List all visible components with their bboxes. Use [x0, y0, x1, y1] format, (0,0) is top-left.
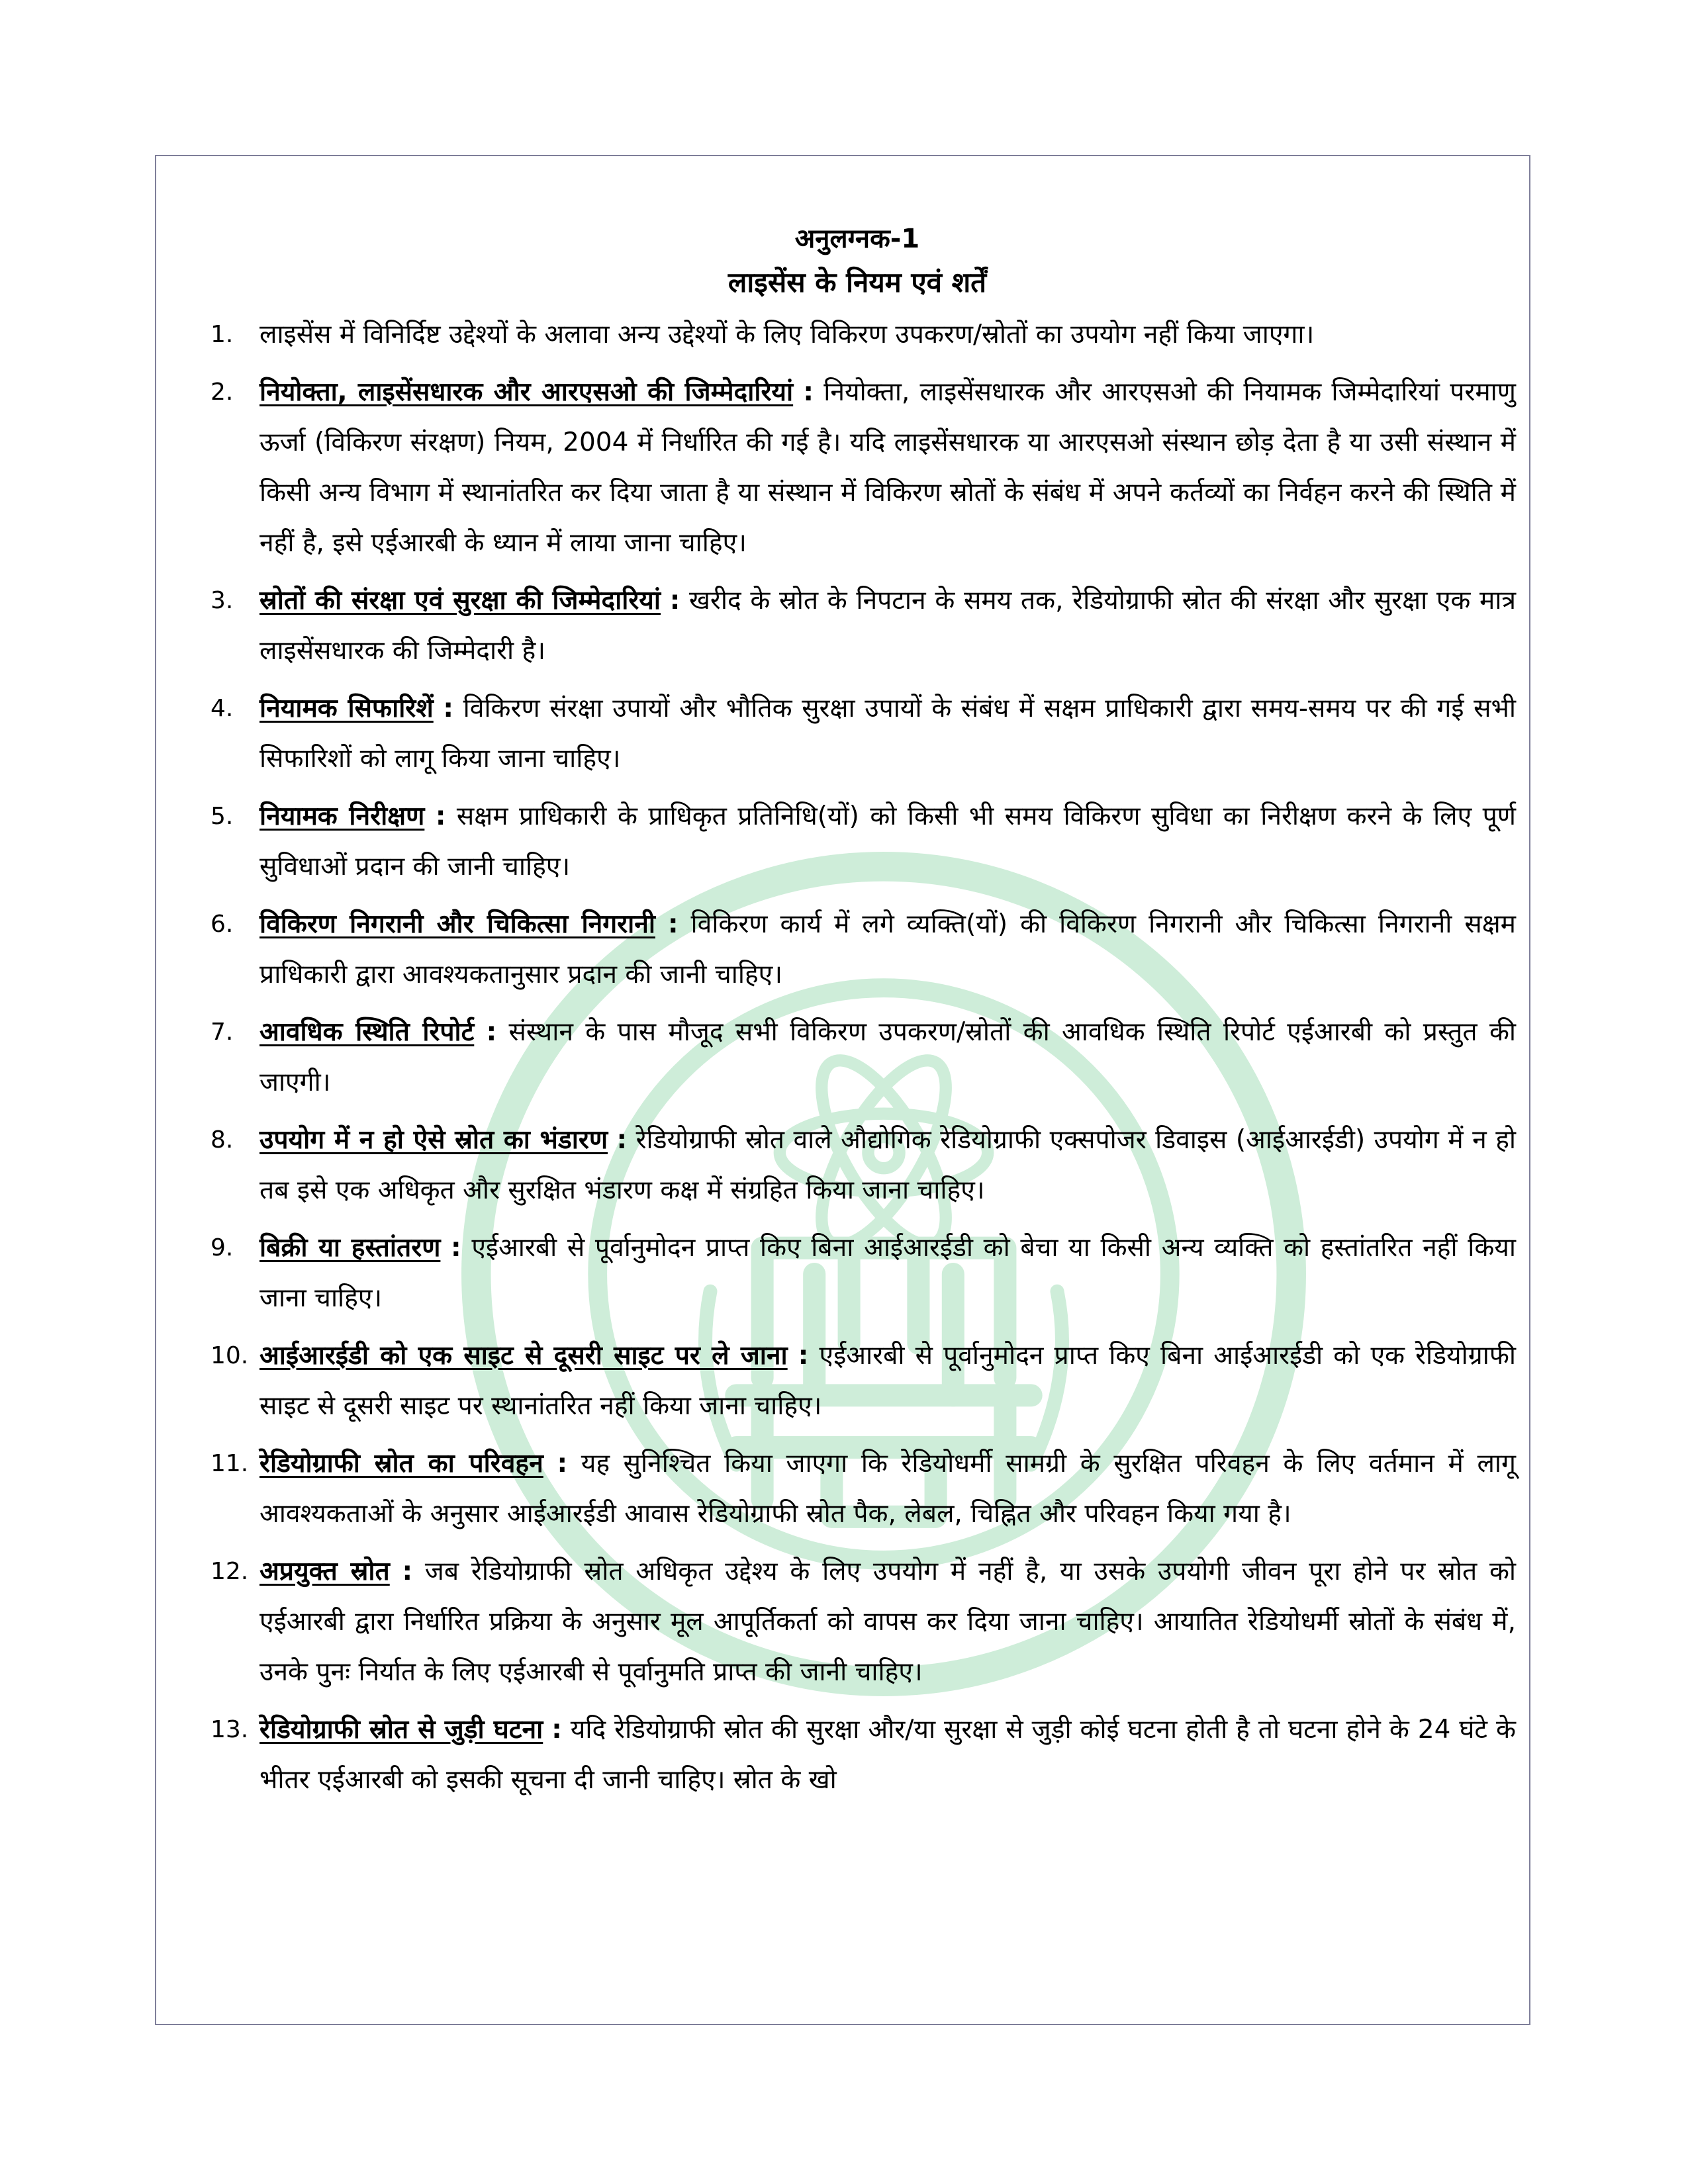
- item-heading: नियोक्ता, लाइसेंसधारक और आरएसओ की जिम्मेदारियां: [259, 377, 794, 407]
- item-number: 10.: [211, 1342, 249, 1369]
- item-number: 1.: [211, 321, 234, 348]
- item-number: 3.: [211, 587, 234, 614]
- item-number: 12.: [211, 1558, 249, 1585]
- item-heading: विकिरण निगरानी और चिकित्सा निगरानी: [259, 909, 655, 939]
- list-item: [199, 1007, 1516, 1108]
- item-separator: :: [616, 1125, 628, 1155]
- item-text: यदि रेडियोग्राफी स्रोत की सुरक्षा और/या सुरक्षा से जुड़ी कोई घटना होती है तो घटना होने के 24 घंटे के भीतर एईआरबी को इसकी सूचना दी जानी चाहिए। स्रोत के खो: [259, 1715, 1516, 1795]
- item-heading: बिक्री या हस्तांतरण: [259, 1233, 441, 1263]
- item-separator: :: [803, 377, 814, 407]
- list-item: [199, 576, 1516, 676]
- list-item: [199, 1705, 1516, 1805]
- list-item: [199, 1223, 1516, 1324]
- item-number: 7.: [211, 1019, 234, 1046]
- item-separator: :: [667, 909, 679, 939]
- item-heading: अप्रयुक्त स्रोत: [259, 1557, 390, 1586]
- item-number: 9.: [211, 1234, 234, 1261]
- item-separator: :: [435, 801, 446, 831]
- list-item: [199, 367, 1516, 569]
- item-text: खरीद के स्रोत के निपटान के समय तक, रेडियोग्राफी स्रोत की संरक्षा और सुरक्षा एक मात्र लाइसेंसधारक की जिम्मेदारी है।: [259, 586, 1517, 666]
- page-title: लाइसेंस के नियम एवं शर्तें: [727, 266, 987, 298]
- item-heading: आईआरईडी को एक साइट से दूसरी साइट पर ले जाना: [259, 1341, 788, 1371]
- item-number: 2.: [211, 379, 234, 406]
- document-body: [199, 218, 1516, 1813]
- item-text: एईआरबी से पूर्वानुमोदन प्राप्त किए बिना आईआरईडी को बेचा या किसी अन्य व्यक्ति को हस्तांतरित नहीं किया जाना चाहिए।: [259, 1233, 1517, 1313]
- item-text: यह सुनिश्चित किया जाएगा कि रेडियोधर्मी सामग्री के सुरक्षित परिवहन के लिए वर्तमान में लागू आवश्यकताओं के अनुसार आईआरईडी आवास रेडियोग्राफी स्रोत पैक, लेबल, चिह्नित और परिवहन किया गया है।: [259, 1449, 1516, 1529]
- item-heading: उपयोग में न हो ऐसे स्रोत का भंडारण: [259, 1125, 608, 1155]
- item-number: 4.: [211, 695, 234, 722]
- item-heading: रेडियोग्राफी स्रोत से जुड़ी घटना: [259, 1715, 543, 1745]
- list-item: [199, 1115, 1516, 1216]
- item-separator: :: [798, 1341, 809, 1371]
- item-heading: नियामक सिफारिशें: [259, 694, 434, 723]
- document-header: [199, 218, 1516, 306]
- list-item: [199, 1439, 1516, 1539]
- item-separator: :: [486, 1017, 497, 1047]
- item-separator: :: [451, 1233, 461, 1263]
- item-separator: :: [551, 1715, 562, 1745]
- list-item: [199, 899, 1516, 1000]
- list-item: [199, 310, 1516, 360]
- item-separator: :: [669, 586, 680, 615]
- item-number: 8.: [211, 1126, 234, 1154]
- item-separator: :: [443, 694, 454, 723]
- terms-list: [199, 310, 1516, 1805]
- annex-label: अनुलग्नक-1: [794, 224, 920, 254]
- item-text: लाइसेंस में विनिर्दिष्ट उद्देश्यों के अलावा अन्य उद्देश्यों के लिए विकिरण उपकरण/स्रोतों का उपयोग नहीं किया जाएगा।: [259, 320, 1315, 349]
- item-text: रेडियोग्राफी स्रोत वाले औद्योगिक रेडियोग्राफी एक्सपोजर डिवाइस (आईआरईडी) उपयोग में न हो तब इसे एक अधिकृत और सुरक्षित भंडारण कक्ष में संग्रहित किया जाना चाहिए।: [259, 1125, 1517, 1205]
- list-item: [199, 1547, 1516, 1698]
- item-text: संस्थान के पास मौजूद सभी विकिरण उपकरण/स्रोतों की आवधिक स्थिति रिपोर्ट एईआरबी को प्रस्तुत की जाएगी।: [259, 1017, 1516, 1097]
- list-item: [199, 1331, 1516, 1432]
- item-heading: आवधिक स्थिति रिपोर्ट: [259, 1017, 475, 1047]
- item-separator: :: [557, 1449, 568, 1479]
- item-heading: रेडियोग्राफी स्रोत का परिवहन: [259, 1449, 543, 1479]
- item-text: विकिरण कार्य में लगे व्यक्ति(यों) की विकिरण निगरानी और चिकित्सा निगरानी सक्षम प्राधिकारी द्वारा आवश्यकतानुसार प्रदान की जानी चाहिए।: [259, 909, 1516, 989]
- item-text: जब रेडियोग्राफी स्रोत अधिकृत उद्देश्य के लिए उपयोग में नहीं है, या उसके उपयोगी जीवन पूरा होने पर स्रोत को एईआरबी द्वारा निर्धारित प्रक्रिया के अनुसार मूल आपूर्तिकर्ता को वापस कर दिया जाना चाहिए। आयातित रेडियोधर्मी स्रोतों के संबंध में, उनके पुनः निर्यात के लिए एईआरबी से पूर्वानुमति प्राप्त की जानी चाहिए।: [259, 1557, 1517, 1687]
- list-item: [199, 684, 1516, 784]
- list-item: [199, 792, 1516, 892]
- item-number: 6.: [211, 911, 234, 938]
- item-number: 5.: [211, 803, 234, 830]
- item-number: 13.: [211, 1716, 249, 1743]
- item-text: विकिरण संरक्षा उपायों और भौतिक सुरक्षा उपायों के संबंध में सक्षम प्राधिकारी द्वारा समय-समय पर की गई सभी सिफारिशों को लागू किया जाना चाहिए।: [259, 694, 1516, 774]
- item-text: नियोक्ता, लाइसेंसधारक और आरएसओ की नियामक जिम्मेदारियां परमाणु ऊर्जा (विकिरण संरक्षण) नियम, 2004 में निर्धारित की गई है। यदि लाइसेंसधारक या आरएसओ संस्थान छोड़ देता है या उसी संस्थान में किसी अन्य विभाग में स्थानांतरित कर दिया जाता है या संस्थान में विकिरण स्रोतों के संबंध में अपने कर्तव्यों का निर्वहन करने की स्थिति में नहीं है, इसे एईआरबी के ध्यान में लाया जाना चाहिए।: [259, 377, 1516, 558]
- item-text: एईआरबी से पूर्वानुमोदन प्राप्त किए बिना आईआरईडी को एक रेडियोग्राफी साइट से दूसरी साइट पर स्थानांतरित नहीं किया जाना चाहिए।: [259, 1341, 1517, 1421]
- item-separator: :: [402, 1557, 413, 1586]
- item-heading: स्रोतों की संरक्षा एवं सुरक्षा की जिम्मेदारियां: [259, 586, 661, 615]
- item-heading: नियामक निरीक्षण: [259, 801, 425, 831]
- item-text: सक्षम प्राधिकारी के प्राधिकृत प्रतिनिधि(यों) को किसी भी समय विकिरण सुविधा का निरीक्षण करने के लिए पूर्ण सुविधाओं प्रदान की जानी चाहिए।: [259, 801, 1516, 882]
- item-number: 11.: [211, 1450, 249, 1477]
